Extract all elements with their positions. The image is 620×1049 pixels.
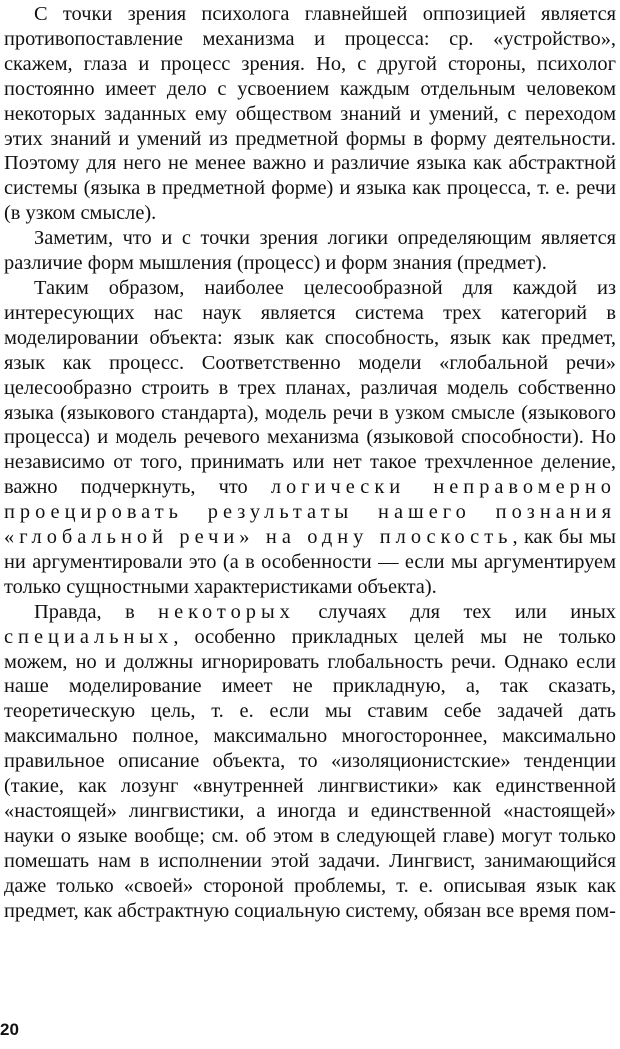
paragraph-applied-text-c: , особенно прикладных целей мы не только можем, но и должны игнорировать глобальность речи. Однако если наше моделирование имеет не прикладную, а, так сказать, теоретическую цель, т. е. если мы ставим себе задачей дать максимально полное, максимально многостороннее, максимально правильное описание объекта, то «изоляционистские» тенденции (такие, как лозунг «внутренней лингвистики» как единственной «настоящей» лингвистики, а иногда и единственной «настоящей» науки о языке вообще; см. об этом в следующей главе) могут только помешать нам в исполнении этой задачи. Лингвист, занимающийся даже только «своей» стороной проблемы, т. е. описывая язык как предмет, как абстрактную социальную систему, обязан все время пом- — [4, 625, 616, 922]
paragraph-applied-text-b: случаях для тех или иных — [294, 600, 617, 623]
page-number: 20 — [0, 1020, 19, 1039]
paragraph-categories-text-b: , как бы мы ни аргументировали это (а в особенности — если мы аргументируем только сущностными характеристиками объекта). — [4, 526, 617, 598]
paragraph-applied-text-a: Правда, в — [34, 600, 159, 623]
body-text — [4, 2, 616, 924]
paragraph-logic: Заметим, что и с точки зрения логики определяющим является различие форм мышления (процесс) и форм знания (предмет). — [4, 227, 616, 275]
spaced-emphasis: логически неправомерно проецировать результаты нашего познания «глобальной речи» на одну плоскость — [4, 476, 616, 549]
spaced-emphasis-some: некоторых — [158, 600, 295, 623]
spaced-emphasis-special: специальных — [4, 625, 174, 648]
paragraph-applied-goals — [4, 600, 616, 924]
paragraph-categories — [4, 276, 616, 600]
paragraph-categories-text-a: Таким образом, наиболее целесообразной для каждой из интересующих нас наук является система трех категорий в моделировании объекта: язык как способность, язык как предмет, язык как процесс. Соответственно модели «глобальной речи» целесообразно строить в трех планах, различая модель собственно языка (языкового стандарта), модель речи в узком смысле (языкового процесса) и модель речевого механизма (языковой способности). Но независимо от того, принимать или нет такое трехчленное деление, важно подчеркнуть, что — [4, 276, 616, 499]
paragraph-psychology: С точки зрения психолога главнейшей оппозицией является противопоставление механизма и процесса: ср. «устройство», скажем, глаза и процесс зрения. Но, с другой стороны, психолог постоянно имеет дело с усвоением каждым отдельным человеком некоторых заданных ему обществом знаний и умений, с переходом этих знаний и умений из предметной формы в форму деятельности. Поэтому для него не менее важно и различие языка как абстрактной системы (языка в предметной форме) и языка как процесса, т. е. речи (в узком смысле). — [4, 3, 616, 225]
